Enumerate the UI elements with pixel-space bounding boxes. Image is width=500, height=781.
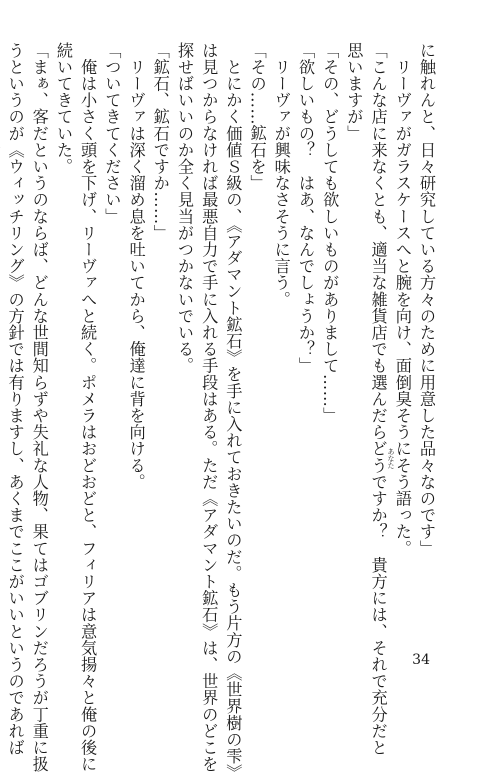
text-line: 思いますが」: [344, 42, 364, 142]
text-line: うというのが《ウィッチリング》の方針では有りますし、あくまでここがいいというのであれば: [5, 42, 25, 756]
text-line: リーヴァが興味なさそうに言う。: [271, 42, 291, 308]
text-line: 「ついてきてください」: [102, 42, 122, 225]
text-line: とにかく価値Ｓ級の、《アダマント鉱石》を手に入れておきたいのだ。もう片方の《世界樹の雫》: [223, 42, 243, 781]
text-line: 探せばいいのか全く見当がつかないでいる。: [174, 42, 194, 374]
text-line: 「その、どうしても欲しいものがありまして……」: [320, 42, 340, 424]
text-line: 「欲しいもの？ はあ、なんでしょうか？」: [295, 42, 315, 374]
text-line: 「鉱石、鉱石ですか……」: [150, 42, 170, 242]
text-line: 俺は小さく頭を下げ、リーヴァへと続く。ポメラはおどおどと、フィリアは意気揚々と俺の後に: [78, 42, 98, 773]
ruby-annotation: あなた: [387, 448, 395, 469]
text-line: は見つからなければ最悪自力で手に入れる手段はある。ただ《アダマント鉱石》は、世界のどこを: [199, 42, 219, 773]
text-line: に触れんと、日々研究している方々のために用意した品々なのです」: [417, 42, 436, 557]
text-line: 「まぁ、客だというのならば、どんな世間知らずや失礼な人物、果てはゴブリンだろうが丁重に扱: [29, 42, 49, 773]
vertical-text-body: [0, 42, 438, 781]
page-number: 34: [412, 652, 430, 668]
text-line: 「その……鉱石を」: [247, 42, 267, 192]
text-line: 「こんな店に来なくとも、適当な雑貨店でも選んだらどうですか？ 貴方には、それで充分だと: [368, 42, 388, 756]
text-line: リーヴァは深く溜め息を吐いてから、俺達に背を向ける。: [126, 42, 146, 491]
text-line: リーヴァがガラスケースへと腕を向け、面倒臭そうにそう語った。: [392, 42, 412, 557]
text-line: 続いてきていた。: [53, 42, 73, 175]
